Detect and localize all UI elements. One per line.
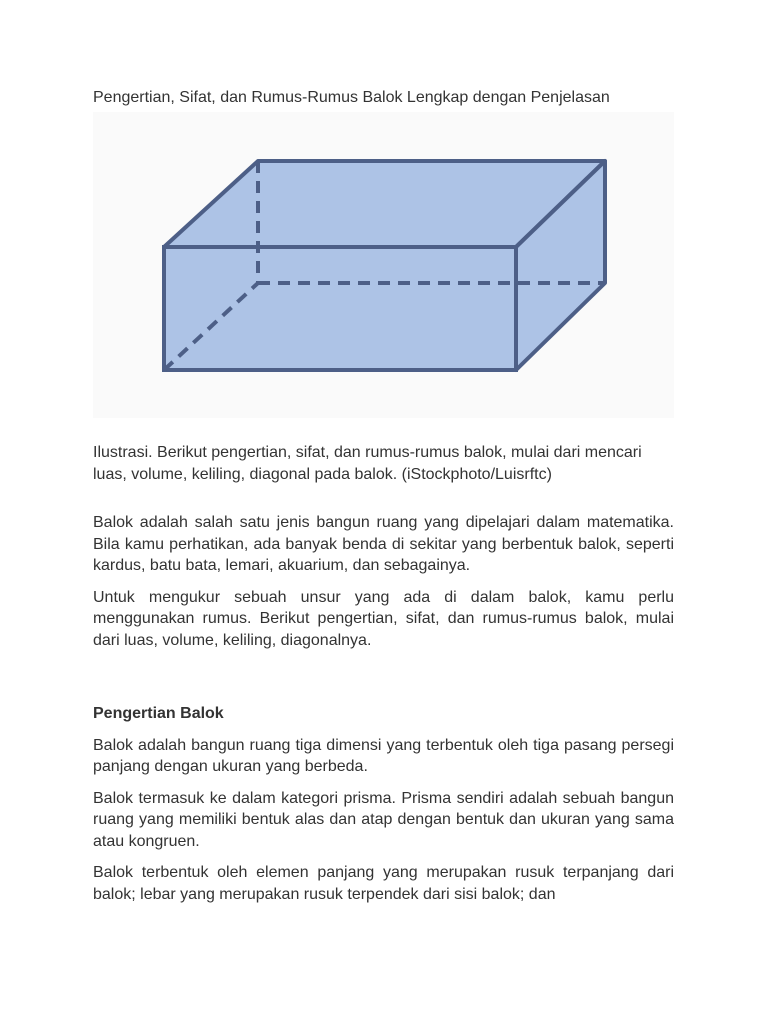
image-caption: Ilustrasi. Berikut pengertian, sifat, dan rumus-rumus balok, mulai dari mencari luas, volume, keliling, diagonal pada balok. (iStockphoto/Luisrftc) xyxy=(93,444,642,483)
section-paragraph-2: Balok termasuk ke dalam kategori prisma. Prisma sendiri adalah sebuah bangun ruang yang memiliki bentuk alas dan atap dengan bentuk dan ukuran yang sama atau kongruen. xyxy=(93,789,674,850)
article-title: Pengertian, Sifat, dan Rumus-Rumus Balok Lengkap dengan Penjelasan xyxy=(93,89,610,106)
cuboid-front-face xyxy=(164,247,516,370)
intro-paragraph-2: Untuk mengukur sebuah unsur yang ada di dalam balok, kamu perlu menggunakan rumus. Berikut pengertian, sifat, dan rumus-rumus balok, mulai dari luas, volume, keliling, diagonalnya. xyxy=(93,588,674,649)
cuboid-illustration xyxy=(93,112,674,418)
intro-paragraph-1: Balok adalah salah satu jenis bangun ruang yang dipelajari dalam matematika. Bila kamu perhatikan, ada banyak benda di sekitar yang berbentuk balok, seperti kardus, batu bata, lemari, akuarium, dan sebagainya. xyxy=(93,514,674,574)
section-heading: Pengertian Balok xyxy=(93,705,224,722)
section-paragraph-3: Balok terbentuk oleh elemen panjang yang merupakan rusuk terpanjang dari balok; lebar yang merupakan rusuk terpendek dari sisi balok; dan xyxy=(93,864,674,903)
article-body xyxy=(93,512,674,915)
section-paragraph-1: Balok adalah bangun ruang tiga dimensi yang terbentuk oleh tiga pasang persegi panjang dengan ukuran yang berbeda. xyxy=(93,736,674,775)
